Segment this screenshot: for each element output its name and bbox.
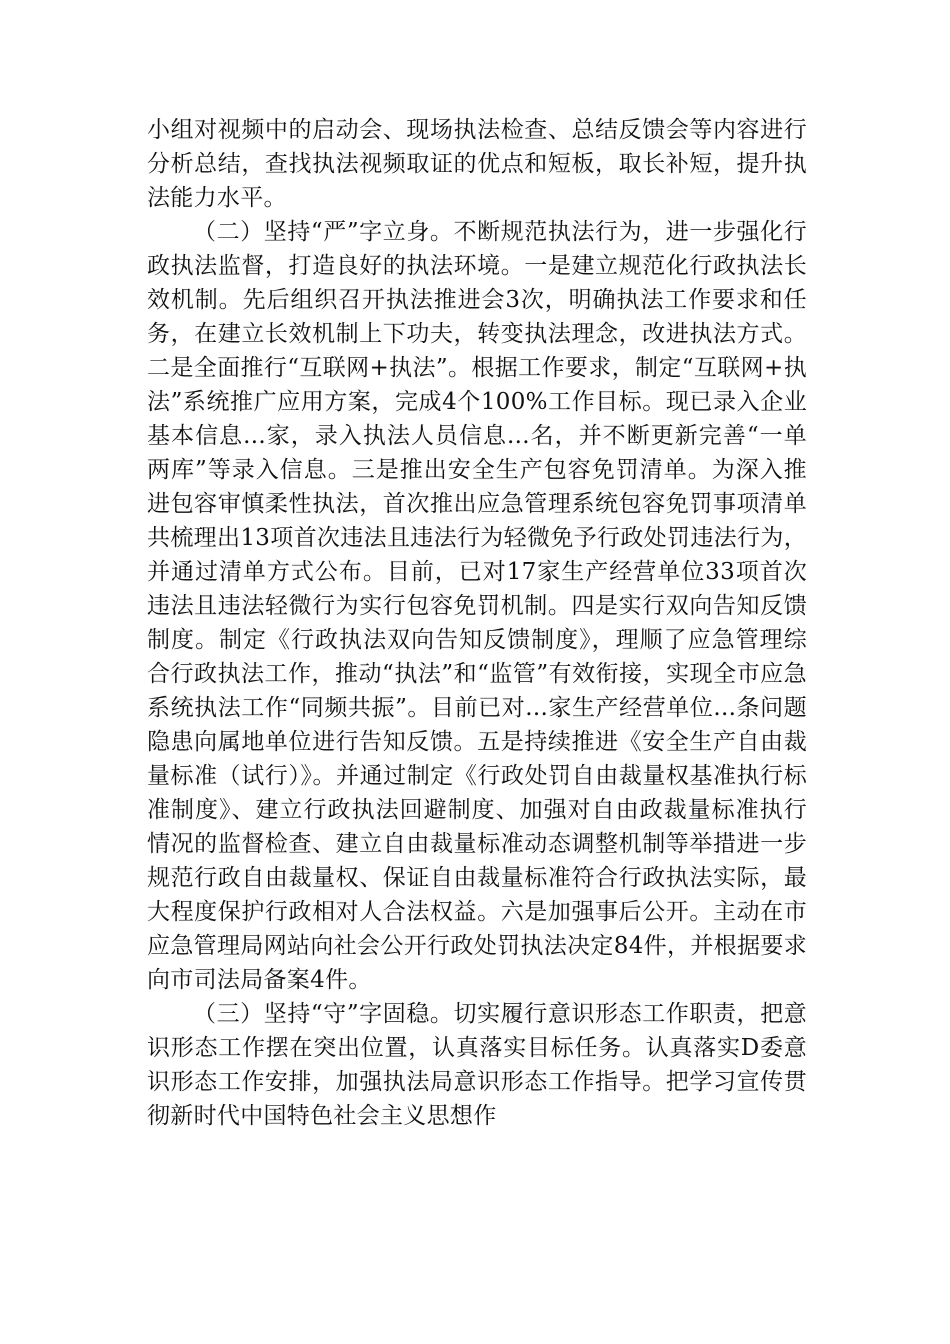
paragraph-section-two: （二）坚持“严”字立身。不断规范执法行为，进一步强化行政执法监督，打造良好的执法环境。一是建立规范化行政执法长效机制。先后组织召开执法推进会3次，明确执法工作要求和任务，在建立长效机制上下功夫，转变执法理念，改进执法方式。二是全面推行“互联网+执法”。根据工作要求，制定“互联网+执法”系统推广应用方案，完成4个100%工作目标。现已录入企业基本信息...家，录入执法人员信息...名，并不断更新完善“一单两库”等录入信息。三是推出安全生产包容免罚清单。为深入推进包容审慎柔性执法，首次推出应急管理系统包容免罚事项清单共梳理出13项首次违法且违法行为轻微免予行政处罚违法行为，并通过清单方式公布。目前，已对17家生产经营单位33项首次违法且违法轻微行为实行包容免罚机制。四是实行双向告知反馈制度。制定《行政执法双向告知反馈制度》，理顺了应急管理综合行政执法工作，推动“执法”和“监管”有效衔接，实现全市应急系统执法工作“同频共振”。目前已对...家生产经营单位...条问题隐患向属地单位进行告知反馈。五是持续推进《安全生产自由裁量标准（试行）》。并通过制定《行政处罚自由裁量权基准执行标准制度》、建立行政执法回避制度、加强对自由政裁量标准执行情况的监督检查、建立自由裁量标准动态调整机制等举措进一步规范行政自由裁量权、保证自由裁量标准符合行政执法实际，最大程度保护行政相对人合法权益。六是加强事后公开。主动在市应急管理局网站向社会公开行政处罚执法决定84件，并根据要求向市司法局备案4件。 xyxy=(147,219,807,993)
paragraph-section-three: （三）坚持“守”字固稳。切实履行意识形态工作职责，把意识形态工作摆在突出位置，认真落实目标任务。认真落实D委意识形态工作安排，加强执法局意识形态工作指导。把学习宣传贯彻新时代中国特色社会主义思想作 xyxy=(147,1001,807,1129)
paragraph-continuation: 小组对视频中的启动会、现场执法检查、总结反馈会等内容进行分析总结，查找执法视频取证的优点和短板，取长补短，提升执法能力水平。 xyxy=(147,117,807,211)
document-body xyxy=(147,113,807,1133)
